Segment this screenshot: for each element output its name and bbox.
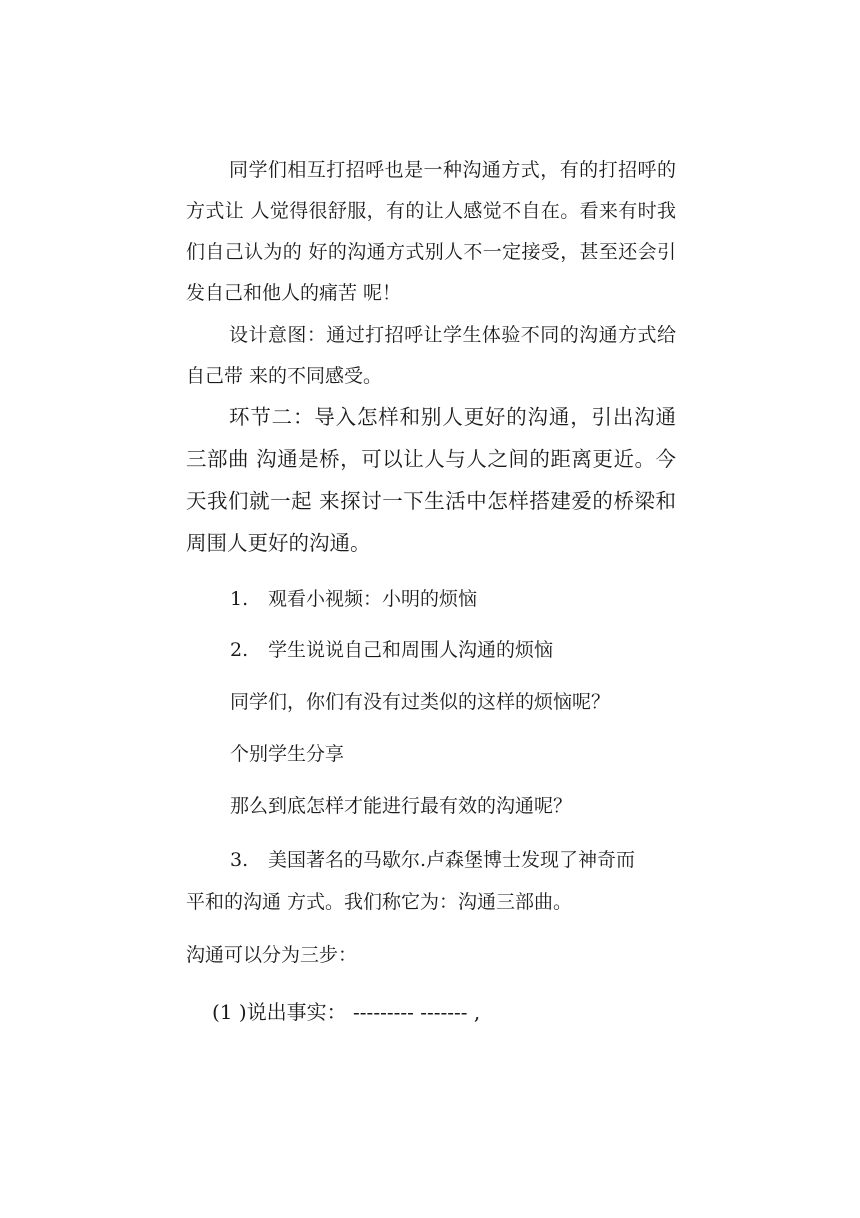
list-item-number: 1. xyxy=(230,588,249,610)
list-item-2 xyxy=(230,636,553,664)
paragraph-design-intent: 设计意图：通过打招呼让学生体验不同的沟通方式给自己带 来的不同感受。 xyxy=(186,324,676,387)
list-item-number: 2. xyxy=(230,639,249,661)
list-item-3-continuation: 平和的沟通 方式。我们称它为：沟通三部曲。 xyxy=(186,891,573,913)
list-item-3 xyxy=(230,846,635,874)
paragraph-section-two: 环节二：导入怎样和别人更好的沟通，引出沟通三部曲 沟通是桥，可以让人与人之间的距离更近。今天我们就一起 来探讨一下生活中怎样搭建爱的桥梁和周围人更好的沟通。 xyxy=(186,405,676,555)
question-line: 同学们，你们有没有过类似的这样的烦恼呢？ xyxy=(230,691,611,713)
list-item-text: 学生说说自己和周围人沟通的烦恼 xyxy=(268,639,554,661)
list-item-number: 3. xyxy=(230,849,249,871)
question-line-2: 那么到底怎样才能进行最有效的沟通呢？ xyxy=(230,795,573,817)
list-item-text: 美国著名的马歇尔.卢森堡博士发现了神奇而 xyxy=(268,849,636,871)
list-item-text: 观看小视频：小明的烦恼 xyxy=(268,588,478,610)
steps-intro: 沟通可以分为三步： xyxy=(186,944,358,966)
paragraph-greeting: 同学们相互打招呼也是一种沟通方式，有的打招呼的方式让 人觉得很舒服，有的让人感觉不自在。看来有时我们自己认为的 好的沟通方式别人不一定接受，甚至还会引发自己和他人的痛苦 呢！ xyxy=(186,159,676,304)
student-share-line: 个别学生分享 xyxy=(230,743,345,765)
step-1-line: (1 )说出事实： --------- ------- , xyxy=(212,1000,481,1024)
list-item-1 xyxy=(230,585,477,613)
